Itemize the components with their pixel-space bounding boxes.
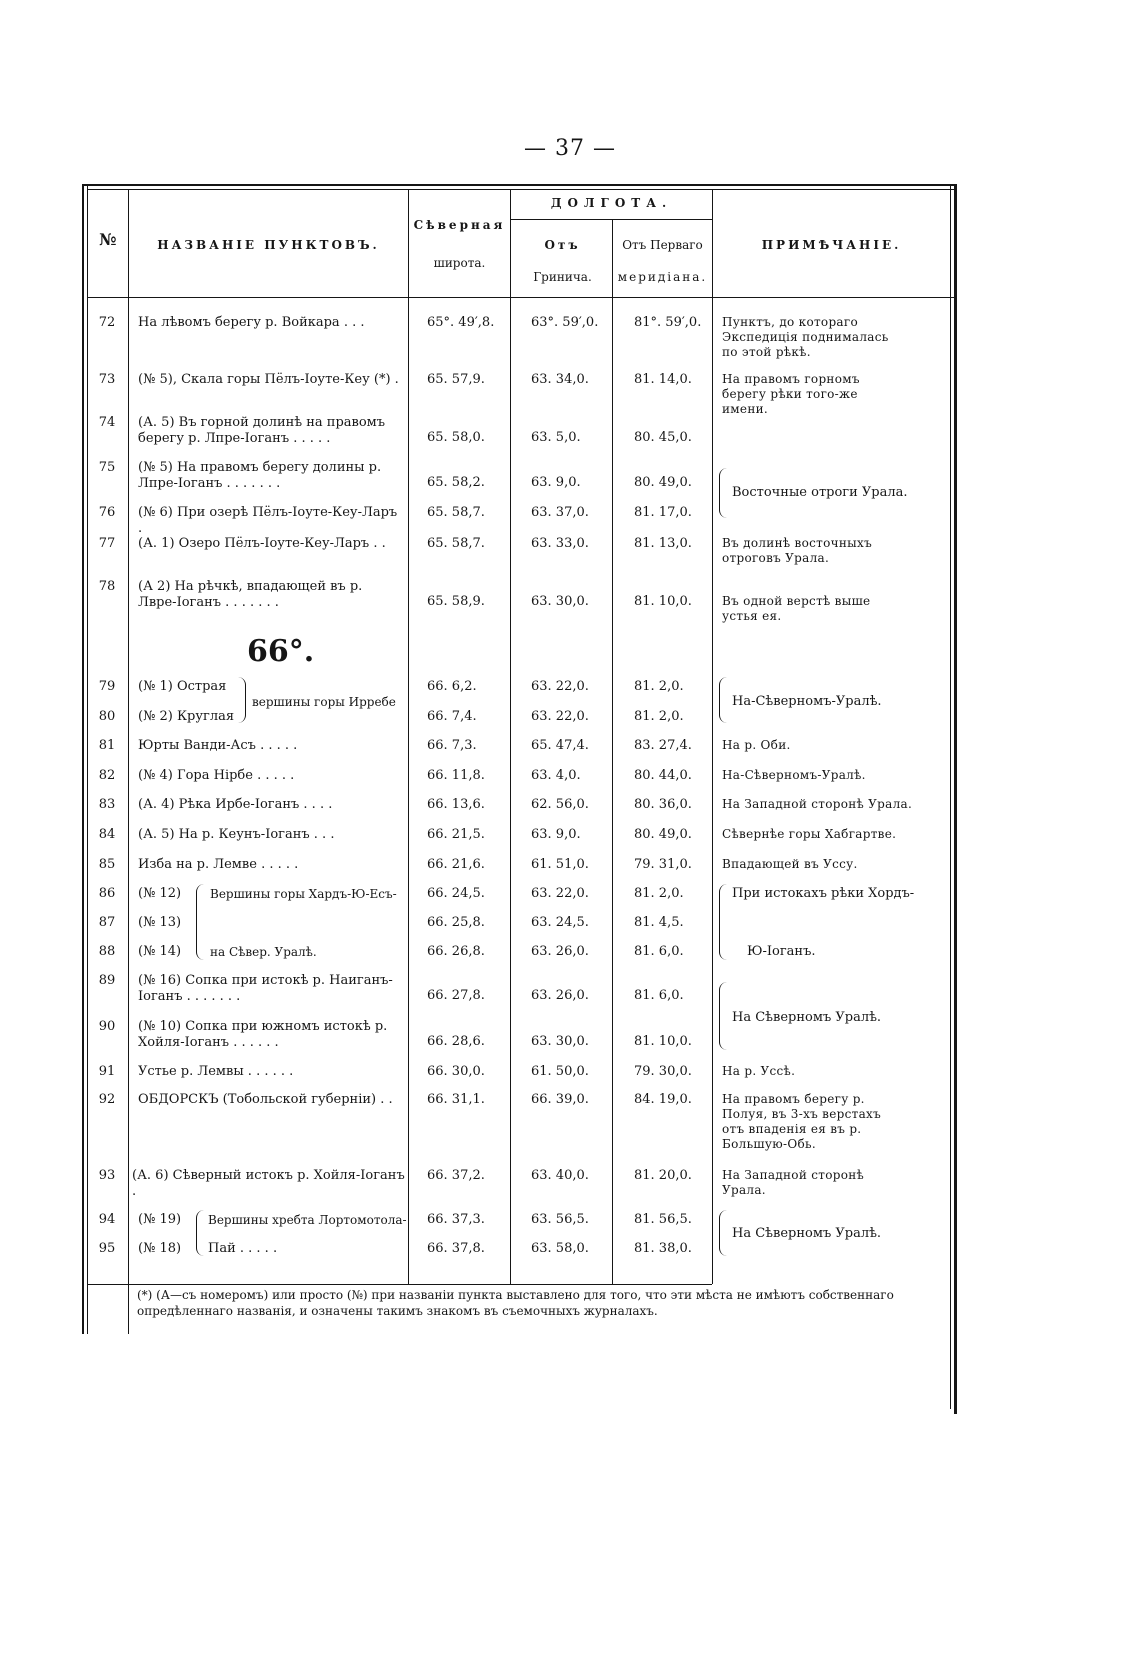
- row-lat: 65. 58,2.: [427, 475, 485, 490]
- row-note: На р. Оби.: [722, 738, 791, 752]
- row-name: (№ 5) На правомъ берегу долины р. Лпре-Іоганъ . . . . . . .: [138, 460, 382, 491]
- row-note: Въ долинѣ восточныхъ отроговъ Урала.: [722, 536, 872, 565]
- row-no: 77: [98, 536, 116, 551]
- row-no: 78: [98, 579, 116, 594]
- row-name: (А. 6) Сѣверный истокъ р. Хойля-Іоганъ .: [132, 1168, 405, 1199]
- row-lon-greenwich: 63. 40,0.: [531, 1168, 589, 1183]
- row-lon-ferro: 84. 19,0.: [634, 1092, 692, 1107]
- page-number: — 37 —: [524, 136, 616, 161]
- row-lon-ferro: 83. 27,4.: [634, 738, 692, 753]
- group-note-north-ural-2: На Сѣверномъ Уралѣ.: [732, 1010, 882, 1025]
- frame-left: [82, 184, 84, 1334]
- row-lat: 65. 58,9.: [427, 594, 485, 609]
- row-no: 89: [98, 973, 116, 988]
- row-lon-ferro: 81. 14,0.: [634, 372, 692, 387]
- row-lon-greenwich: 63. 9,0.: [531, 827, 581, 842]
- row-note: На Западной сторонѣ Урала.: [722, 797, 913, 811]
- row-lat: 65°. 49′,8.: [427, 315, 495, 330]
- coordinates-table: [82, 184, 958, 1414]
- row-lat: 66. 37,3.: [427, 1212, 485, 1227]
- row-lat: 66. 21,5.: [427, 827, 485, 842]
- col-divider-lon: [612, 219, 613, 1284]
- row-lon-greenwich: 65. 47,4.: [531, 738, 589, 753]
- brace: [719, 1210, 728, 1256]
- row-lon-ferro: 80. 36,0.: [634, 797, 692, 812]
- row-name: (№ 13): [138, 915, 182, 930]
- row-lat: 66. 7,4.: [427, 709, 477, 724]
- brace: [719, 884, 728, 960]
- row-no: 83: [98, 797, 116, 812]
- row-lon-greenwich: 63. 9,0.: [531, 475, 581, 490]
- row-lon-ferro: 81. 20,0.: [634, 1168, 692, 1183]
- row-lon-greenwich: 63. 24,5.: [531, 915, 589, 930]
- row-no: 88: [98, 944, 116, 959]
- row-note: Впадающей въ Уссу.: [722, 857, 858, 871]
- header-rule: [87, 297, 954, 298]
- row-name: Изба на р. Лемве . . . . .: [138, 857, 299, 872]
- group-note-north-ural-1: На-Сѣверномъ-Уралѣ.: [732, 694, 882, 709]
- row-no: 90: [98, 1019, 116, 1034]
- row-name: Юрты Ванди-Асъ . . . . .: [138, 738, 298, 753]
- row-lon-greenwich: 63. 26,0.: [531, 988, 589, 1003]
- row-lon-greenwich: 63. 30,0.: [531, 594, 589, 609]
- row-lon-greenwich: 66. 39,0.: [531, 1092, 589, 1107]
- row-note: На-Сѣверномъ-Уралѣ.: [722, 768, 866, 782]
- row-lat: 65. 58,7.: [427, 505, 485, 520]
- row-lon-greenwich: 63. 34,0.: [531, 372, 589, 387]
- row-lon-greenwich: 63. 22,0.: [531, 679, 589, 694]
- row-note: На Западной сторонѣ Урала.: [722, 1168, 865, 1197]
- row-lon-greenwich: 63°. 59′,0.: [531, 315, 599, 330]
- row-name: (№ 1) Острая: [138, 679, 227, 694]
- header-no: №: [99, 230, 117, 249]
- row-lon-ferro: 81. 38,0.: [634, 1241, 692, 1256]
- row-lon-ferro: 81°. 59′,0.: [634, 315, 702, 330]
- row-lon-greenwich: 63. 58,0.: [531, 1241, 589, 1256]
- row-lat: 66. 11,8.: [427, 768, 485, 783]
- row-name: (№ 2) Круглая: [138, 709, 235, 724]
- row-no: 86: [98, 886, 116, 901]
- row-no: 95: [98, 1241, 116, 1256]
- brace: [719, 677, 728, 723]
- row-lon-ferro: 80. 45,0.: [634, 430, 692, 445]
- col-divider-lat: [510, 189, 511, 1284]
- row-lon-ferro: 81. 56,5.: [634, 1212, 692, 1227]
- group-label-pai: Пай . . . . .: [208, 1241, 278, 1256]
- group-note-khord-bottom: Ю-Іоганъ.: [747, 944, 816, 959]
- row-lon-greenwich: 63. 33,0.: [531, 536, 589, 551]
- row-lat: 66. 25,8.: [427, 915, 485, 930]
- header-note: ПРИМѢЧАНІЕ.: [761, 238, 902, 252]
- row-name: (№ 10) Сопка при южномъ истокѣ р. Хойля-Іоганъ . . . . . .: [138, 1019, 388, 1050]
- row-lon-greenwich: 62. 56,0.: [531, 797, 589, 812]
- row-lon-ferro: 79. 30,0.: [634, 1064, 692, 1079]
- row-lon-greenwich: 63. 30,0.: [531, 1034, 589, 1049]
- header-ferro-bottom: меридіана.: [617, 270, 708, 284]
- group-label-khard-bottom: на Сѣвер. Уралѣ.: [210, 945, 317, 959]
- row-lon-greenwich: 61. 51,0.: [531, 857, 589, 872]
- row-lat: 65. 58,0.: [427, 430, 485, 445]
- brace: [719, 468, 728, 518]
- row-lat: 66. 30,0.: [427, 1064, 485, 1079]
- row-no: 81: [98, 738, 116, 753]
- row-no: 92: [98, 1092, 116, 1107]
- row-lon-ferro: 81. 6,0.: [634, 944, 684, 959]
- row-lon-ferro: 80. 44,0.: [634, 768, 692, 783]
- row-no: 91: [98, 1064, 116, 1079]
- row-name: (А. 5) На р. Кеунъ-Іоганъ . . .: [138, 827, 335, 842]
- row-lat: 65. 58,7.: [427, 536, 485, 551]
- brace: [237, 677, 246, 723]
- brace: [719, 982, 728, 1050]
- header-lat-top: Сѣверная: [413, 218, 506, 232]
- row-lon-greenwich: 63. 22,0.: [531, 886, 589, 901]
- group-label-khard-top: Вершины горы Хардъ-Ю-Есъ-: [210, 887, 397, 901]
- frame-left-inner: [87, 184, 88, 1334]
- row-lon-ferro: 81. 2,0.: [634, 709, 684, 724]
- body-bottom-rule: [87, 1284, 712, 1285]
- row-lon-greenwich: 63. 26,0.: [531, 944, 589, 959]
- row-lon-ferro: 81. 6,0.: [634, 988, 684, 1003]
- row-lat: 66. 24,5.: [427, 886, 485, 901]
- group-label-irrebe: вершины горы Ирребе: [252, 695, 396, 709]
- row-lon-ferro: 80. 49,0.: [634, 475, 692, 490]
- row-no: 76: [98, 505, 116, 520]
- group-note-north-ural-3: На Сѣверномъ Уралѣ.: [732, 1226, 882, 1241]
- row-no: 73: [98, 372, 116, 387]
- row-name: (№ 12): [138, 886, 182, 901]
- row-lon-ferro: 81. 13,0.: [634, 536, 692, 551]
- footnote: (*) (А—съ номеромъ) или просто (№) при названіи пункта выставлено для того, что эти мѣста не имѣютъ собственнаго опредѣленнаго названія, и означены такимъ знакомъ въ съемочныхъ журналахъ.: [137, 1288, 894, 1318]
- row-name: (№ 16) Сопка при истокѣ р. Наиганъ-Іоганъ . . . . . . .: [138, 973, 393, 1004]
- row-name: (№ 6) При озерѣ Пёлъ-Іоуте-Кеу-Ларъ .: [138, 505, 398, 536]
- row-lon-ferro: 81. 10,0.: [634, 1034, 692, 1049]
- row-name: (А. 1) Озеро Пёлъ-Іоуте-Кеу-Ларъ . .: [138, 536, 386, 551]
- row-name: (№ 4) Гора Нірбе . . . . .: [138, 768, 295, 783]
- row-lon-greenwich: 63. 56,5.: [531, 1212, 589, 1227]
- row-note: Сѣвернѣе горы Хабгартве.: [722, 827, 897, 841]
- col-divider-ferro: [712, 189, 713, 1284]
- row-name: На лѣвомъ берегу р. Войкара . . .: [138, 315, 365, 330]
- row-lat: 65. 57,9.: [427, 372, 485, 387]
- row-no: 74: [98, 415, 116, 430]
- row-note: На правомъ берегу р. Полуя, въ 3-хъ верстахъ отъ впаденія ея въ р. Большую-Обь.: [722, 1092, 882, 1151]
- row-lat: 66. 26,8.: [427, 944, 485, 959]
- row-lon-greenwich: 61. 50,0.: [531, 1064, 589, 1079]
- row-lat: 66. 21,6.: [427, 857, 485, 872]
- longitude-rule: [510, 219, 712, 220]
- row-lon-greenwich: 63. 22,0.: [531, 709, 589, 724]
- row-name: (№ 5), Скала горы Пёлъ-Іоуте-Кеу (*) .: [138, 372, 399, 387]
- row-lat: 66. 37,2.: [427, 1168, 485, 1183]
- row-no: 79: [98, 679, 116, 694]
- row-lon-ferro: 79. 31,0.: [634, 857, 692, 872]
- row-note: Пунктъ, до котораго Экспедиція поднималась по этой рѣкѣ.: [722, 315, 889, 359]
- row-no: 72: [98, 315, 116, 330]
- row-note: Въ одной верстѣ выше устья ея.: [722, 594, 871, 623]
- row-no: 80: [98, 709, 116, 724]
- row-lon-ferro: 81. 10,0.: [634, 594, 692, 609]
- row-lon-greenwich: 63. 4,0.: [531, 768, 581, 783]
- header-name: НАЗВАНІЕ ПУНКТОВЪ.: [157, 238, 380, 252]
- header-lat-bottom: широта.: [433, 256, 486, 270]
- row-lat: 66. 37,8.: [427, 1241, 485, 1256]
- row-lat: 66. 27,8.: [427, 988, 485, 1003]
- header-greenwich-bottom: Гринича.: [533, 270, 592, 284]
- row-note: На правомъ горномъ берегу рѣки того-же имени.: [722, 372, 860, 416]
- row-lon-greenwich: 63. 5,0.: [531, 430, 581, 445]
- group-label-lortomotola: Вершины хребта Лортомотола-: [208, 1213, 407, 1227]
- row-no: 85: [98, 857, 116, 872]
- row-lat: 66. 6,2.: [427, 679, 477, 694]
- group-note-khord-top: При истокахъ рѣки Хордъ-: [732, 886, 915, 901]
- row-lat: 66. 13,6.: [427, 797, 485, 812]
- frame-right-inner: [950, 184, 951, 1409]
- row-lon-ferro: 81. 4,5.: [634, 915, 684, 930]
- header-ferro-top: Отъ Перваго: [622, 238, 703, 252]
- row-lon-greenwich: 63. 37,0.: [531, 505, 589, 520]
- row-lat: 66. 7,3.: [427, 738, 477, 753]
- row-no: 87: [98, 915, 116, 930]
- header-greenwich-top: Отъ: [544, 238, 581, 252]
- frame-top: [82, 184, 957, 186]
- frame-right: [954, 184, 957, 1414]
- row-name: ОБДОРСКЪ (Тобольской губерніи) . .: [138, 1092, 393, 1107]
- row-lon-ferro: 81. 17,0.: [634, 505, 692, 520]
- row-lat: 66. 31,1.: [427, 1092, 485, 1107]
- row-no: 75: [98, 460, 116, 475]
- col-divider-no: [128, 189, 129, 1334]
- row-no: 93: [98, 1168, 116, 1183]
- row-name: (№ 14): [138, 944, 182, 959]
- row-lon-ferro: 81. 2,0.: [634, 679, 684, 694]
- row-note: На р. Уссѣ.: [722, 1064, 796, 1078]
- row-lat: 66. 28,6.: [427, 1034, 485, 1049]
- degree-heading: 66°.: [247, 634, 315, 669]
- row-name: (А. 5) Въ горной долинѣ на правомъ берегу р. Лпре-Іоганъ . . . . .: [138, 415, 386, 446]
- row-lon-ferro: 80. 49,0.: [634, 827, 692, 842]
- brace: [196, 884, 205, 960]
- frame-top-inner: [87, 189, 954, 190]
- row-name: (№ 18): [138, 1241, 182, 1256]
- col-divider-name: [408, 189, 409, 1284]
- row-name: Устье р. Лемвы . . . . . .: [138, 1064, 294, 1079]
- group-note-ural-east: Восточные отроги Урала.: [732, 485, 908, 500]
- row-lon-ferro: 81. 2,0.: [634, 886, 684, 901]
- row-name: (А 2) На рѣчкѣ, впадающей въ р. Лвре-Іоганъ . . . . . . .: [138, 579, 363, 610]
- header-longitude: ДОЛГОТА.: [550, 196, 673, 210]
- row-name: (№ 19): [138, 1212, 182, 1227]
- brace: [196, 1210, 205, 1256]
- row-no: 84: [98, 827, 116, 842]
- row-no: 94: [98, 1212, 116, 1227]
- row-no: 82: [98, 768, 116, 783]
- row-name: (А. 4) Рѣка Ирбе-Іоганъ . . . .: [138, 797, 333, 812]
